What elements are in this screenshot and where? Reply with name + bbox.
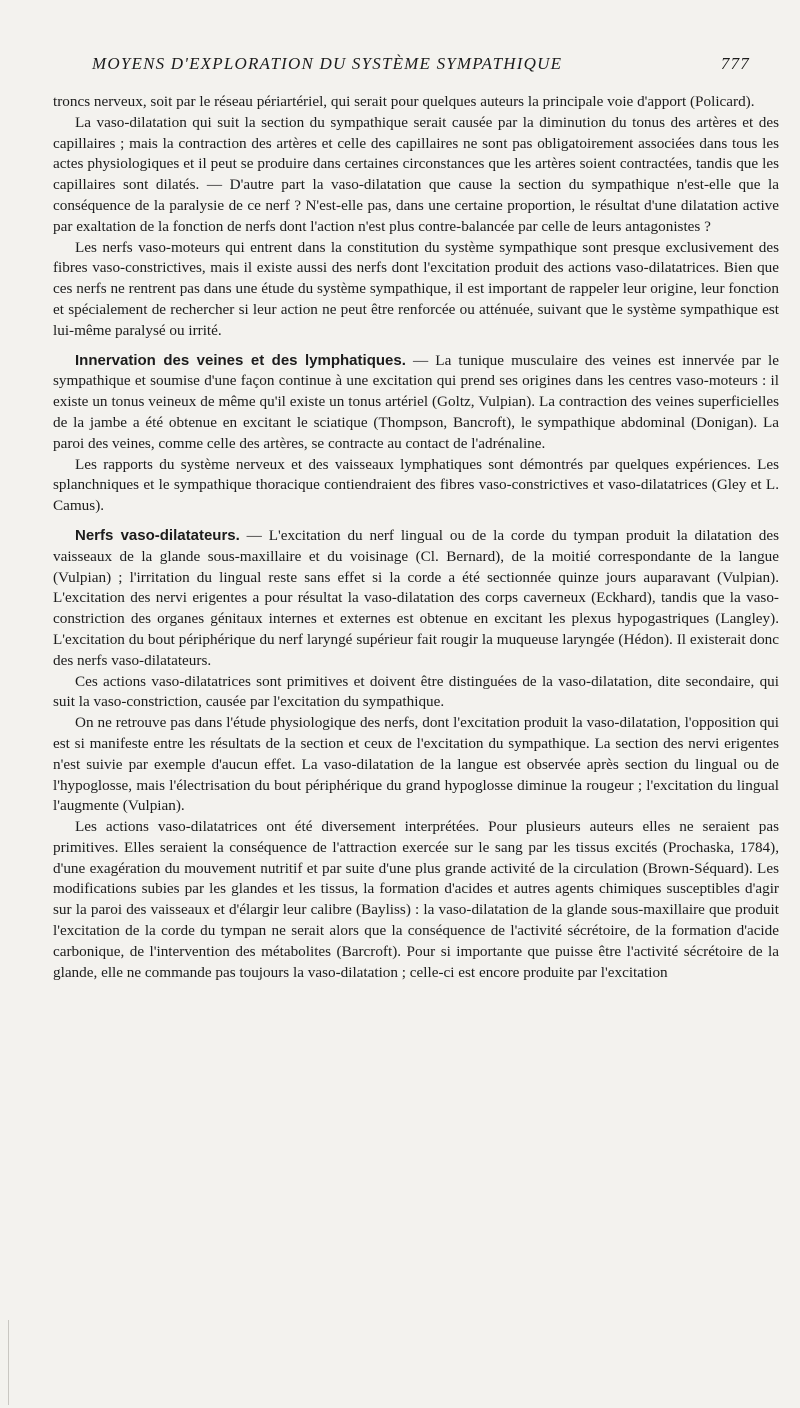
running-title: MOYENS D'EXPLORATION DU SYSTÈME SYMPATHIQUE (92, 54, 563, 73)
paragraph: Ces actions vaso-dilatatrices sont primitives et doivent être distinguées de la vaso-dilatation, dite secondaire, qui suit la vaso-constriction, causée par l'excitation du sympathique. (53, 672, 779, 711)
paragraph: Les rapports du système nerveux et des vaisseaux lymphatiques sont démontrés par quelques expériences. Les splanchniques et le sympathique thoracique contiendraient des fibres vaso-constrictives et vaso-dilatatrices (Gley et L. Camus). (53, 455, 779, 515)
page-number: 777 (720, 54, 750, 73)
section-heading: Nerfs vaso-dilatateurs. (75, 526, 240, 544)
section-dilatateurs-paragraph (53, 526, 779, 672)
paragraph: troncs nerveux, soit par le réseau périartériel, qui serait pour quelques auteurs la principale voie d'apport (Policard). (53, 93, 755, 110)
paragraph: On ne retrouve pas dans l'étude physiologique des nerfs, dont l'excitation produit la vaso-dilatation, l'opposition qui est si manifeste entre les résultats de la section et ceux de l'excitation du sympathique. La section des nervi erigentes n'est suivie par exemple d'aucun effet. La vaso-dilatation de la langue est observée après section du lingual ou de l'hypoglosse, mais l'électrisation du bout périphérique du grand hypoglosse diminue la rougeur ; l'excitation du lingual l'augmente (Vulpian). (53, 714, 779, 815)
paragraph: Les nerfs vaso-moteurs qui entrent dans la constitution du système sympathique sont presque exclusivement des fibres vaso-constrictives, mais il existe aussi des nerfs dont l'excitation produit des actions vaso-dilatatrices. Bien que ces nerfs ne rentrent pas dans une étude du système sympathique, il est important de rappeler leur origine, leur fonction et spécialement de rechercher si leur action ne peut être renforcée ou atténuée, suivant que le système sympathique est lui-même paralysé ou irrité. (53, 238, 779, 339)
section-veines-paragraph (53, 351, 779, 455)
section-heading: Innervation des veines et des lymphatiques. (75, 351, 406, 369)
paragraph: La vaso-dilatation qui suit la section du sympathique serait causée par la diminution du tonus des artères et des capillaires ; mais la contraction des artères et celle des capillaires ne sont pas obligatoirement associées dans tous les actes physiologiques et il peut se produire dans certaines circonstances que les artères soient contractées, tandis que les capillaires sont dilatés. — D'autre part la vaso-dilatation que cause la section du sympathique n'est-elle que la conséquence de la paralysie de ce nerf ? N'est-elle pas, dans une certaine proportion, le résultat d'une dilatation active par exaltation de la fonction de nerfs dont l'action n'est plus contre-balancée par celle de leurs antagonistes ? (53, 113, 779, 235)
scan-edge-rule (8, 1320, 9, 1405)
body-text (53, 92, 779, 983)
section-text: — L'excitation du nerf lingual ou de la corde du tympan produit la dilatation des vaisseaux de la glande sous-maxillaire et du voisinage (Cl. Bernard), de la moitié correspondante de la langue (Vulpian) ; l'irritation du lingual reste sans effet si la corde a été sectionnée quinze jours auparavant (Vulpian). L'excitation des nervi erigentes a pour résultat la vaso-dilatation des corps caverneux (Eckhard), tandis que la vaso-constriction des organes génitaux internes et externes est obtenue en excitant les plexus hypogastriques (Langley). L'excitation du bout périphérique du nerf laryngé supérieur fait rougir la muqueuse laryngée (Hédon). Il existerait donc des nerfs vaso-dilatateurs. (53, 526, 779, 669)
page-header (92, 54, 750, 80)
section-text: — La tunique musculaire des veines est innervée par le sympathique et soumise d'une façon continue à une excitation qui prend ses origines dans les centres vaso-moteurs : il existe un tonus veineux de même qu'il existe un tonus artériel (Goltz, Vulpian). La contraction des veines superficielles de la jambe a été obtenue en excitant le sciatique (Thompson, Bancroft), le sympathique abdominal (Donigan). La paroi des veines, comme celle des artères, se contracte au contact de l'adrénaline. (53, 351, 779, 452)
paragraph: Les actions vaso-dilatatrices ont été diversement interprétées. Pour plusieurs auteurs elles ne seraient pas primitives. Elles seraient la conséquence de l'attraction exercée sur le sang par les tissus excités (Prochaska, 1784), d'une exagération du mouvement nutritif et par suite d'une plus grande activité de la circulation (Brown-Séquard). Les modifications subies par les glandes et les tissus, la formation d'acides et autres agents chimiques susceptibles d'agir sur la paroi des vaisseaux et d'élargir leur calibre (Bayliss) : la vaso-dilatation de la glande sous-maxillaire que produit l'excitation de la corde du tympan ne serait alors que la conséquence de l'activité sécrétoire, de la formation d'acide carbonique, de l'intervention des métabolites (Barcroft). Pour si importante que puisse être l'activité sécrétoire de la glande, elle ne commande pas toujours la vaso-dilatation ; celle-ci est encore produite par l'excitation (53, 818, 779, 981)
